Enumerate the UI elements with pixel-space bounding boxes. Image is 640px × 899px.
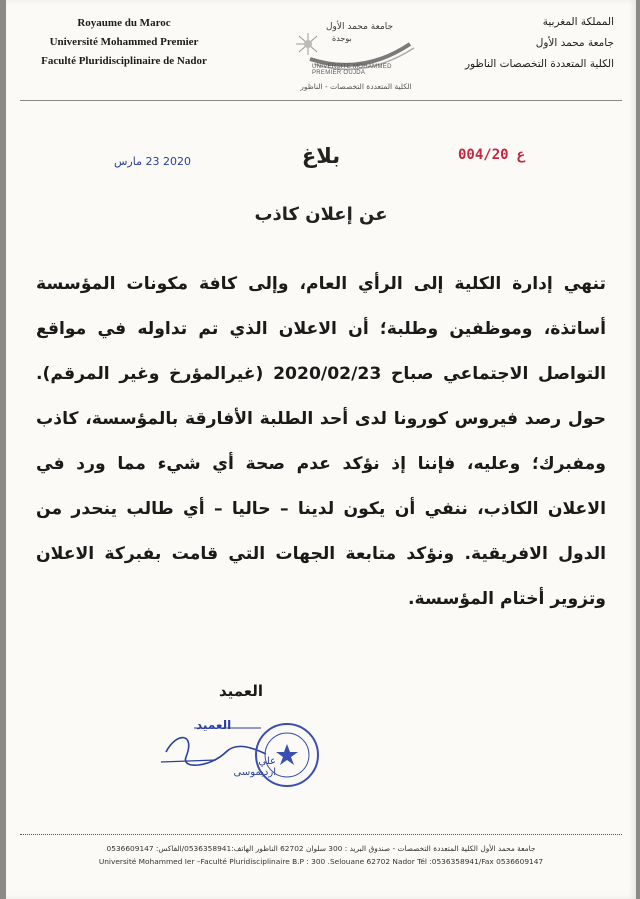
header-french-line-1: Royaume du Maroc <box>77 17 171 29</box>
signer-role: العميد <box>218 682 264 700</box>
footer-latin: Université Mohammed Ier –Faculté Pluridisciplinaire B.P : 300 .Selouane 62702 Nador Tél :0536358941/Fax 0536609147 <box>98 857 544 866</box>
header-arabic-line-3: الكلية المتعددة التخصصات الناظور <box>464 58 614 70</box>
university-logo <box>292 14 418 96</box>
header-divider <box>20 100 622 101</box>
logo-arabic-name: جامعة محمد الأول <box>326 22 394 32</box>
signature-stamp-name: علي ازديموسى <box>233 756 276 778</box>
footer-address <box>26 842 616 868</box>
logo-faculty-name: الكلية المتعددة التخصصات - الناظور <box>300 82 412 91</box>
document-page <box>6 0 636 899</box>
header-french-line-3: Faculté Pluridisciplinaire de Nador <box>41 55 207 67</box>
official-seal-icon <box>254 722 320 788</box>
date-stamp: 2020 23 مارس <box>114 155 191 168</box>
footer-divider <box>20 834 622 835</box>
header-arabic-line-2: جامعة محمد الأول <box>535 37 614 49</box>
header-arabic <box>414 12 614 75</box>
reference-number-stamp: 004/20 ع <box>458 147 526 163</box>
document-title: بلاغ <box>301 144 341 168</box>
signature-stamp-title: العميد <box>196 718 232 732</box>
logo-latin-name: UNIVERSITE MOHAMMED PREMIER OUJDA <box>312 64 392 76</box>
announcement-body: تنهي إدارة الكلية إلى الرأي العام، وإلى كافة مكونات المؤسسة أساتذة، وموظفين وطلبة؛ أن الاعلان الذي تم تداوله في مواقع التواصل الاجتماعي صباح 2020/02/23 (غيرالمؤرخ وغير المرقم). حول رصد فيروس كورونا لدى أحد الطلبة الأفارقة بالمؤسسة، كاذب ومفبرك؛ وعليه، فإننا إذ نؤكد عدم صحة أي شيء مما ورد في الاعلان الكاذب، ننفي أن يكون لدينا – حاليا – أي طالب ينحدر من الدول الافريقية. ونؤكد متابعة الجهات التي قامت بفبركة الاعلان وتزوير أختام المؤسسة. <box>36 274 606 609</box>
header-french-line-2: Université Mohammed Premier <box>49 36 199 48</box>
document-subtitle: عن إعلان كاذب <box>254 204 388 225</box>
header-arabic-line-1: المملكة المغربية <box>542 16 614 28</box>
logo-arabic-city: بوجدة <box>332 34 352 43</box>
header-french <box>24 14 224 71</box>
footer-arabic: جامعة محمد الأول الكلية المتعددة التخصصات - صندوق البريد : 300 سلوان 62702 الناظور الهاتف:0536358941/الفاكس: 0536609147 <box>106 844 536 853</box>
